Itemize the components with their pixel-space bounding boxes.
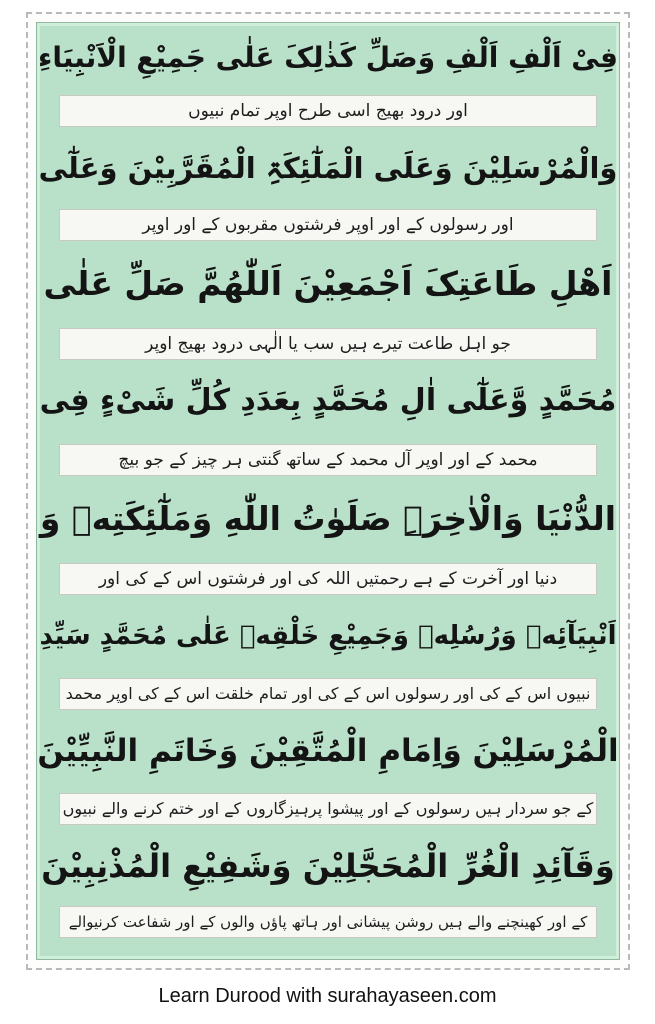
urdu-translation-line-4: محمد کے اور اوپر آل محمد کے ساتھ گنتی ہر چیز کے جو بیچ bbox=[59, 444, 597, 476]
durood-text-panel bbox=[36, 22, 620, 960]
urdu-translation-line-7: کے جو سردار ہیں رسولوں کے اور پیشوا پرہیزگاروں کے اور ختم کرنے والے نبیوں bbox=[59, 793, 597, 825]
urdu-translation-line-2: اور رسولوں کے اور اوپر فرشتوں مقربوں کے اور اوپر bbox=[59, 209, 597, 241]
urdu-translation-line-5: دنیا اور آخرت کے ہے رحمتیں اللہ کی اور فرشتوں اس کے کی اور bbox=[59, 563, 597, 595]
urdu-translation-line-1: اور درود بھیج اسی طرح اوپر تمام نبیوں bbox=[59, 95, 597, 127]
arabic-line-4: مُحَمَّدٍ وَّعَلٰٓی اٰلِ مُحَمَّدٍ بِعَدَدِ کُلِّ شَیْءٍ فِی bbox=[39, 383, 617, 418]
urdu-translation-line-8: کے اور کھینچنے والے ہیں روشن پیشانی اور ہاتھ پاؤں والوں کے اور شفاعت کرنیوالے bbox=[59, 906, 597, 938]
urdu-translation-line-3: جو اہل طاعت تیرے ہیں سب یا الٰہی درود بھیج اوپر bbox=[59, 328, 597, 360]
arabic-line-8: وَقَآئِدِ الْغُرِّ الْمُحَجَّلِیْنَ وَشَفِیْعِ الْمُذْنِبِیْنَ bbox=[41, 847, 615, 885]
arabic-line-7: الْمُرْسَلِیْنَ وَاِمَامِ الْمُتَّقِیْنَ وَخَاتَمِ النَّبِیِّیْنَ bbox=[37, 733, 619, 769]
arabic-line-5: الدُّنْیَا وَالْاٰخِرَۃِ صَلَوٰتُ اللّٰهِ وَمَلٰٓئِکَتِهٖ وَ bbox=[39, 499, 617, 538]
urdu-translation-line-6: نبیوں اس کے کی اور رسولوں اس کے کی اور تمام خلقت اس کے کی اوپر محمد bbox=[59, 678, 597, 710]
arabic-line-1: فِیْ اَلْفِ اَلْفِ وَصَلِّ کَذٰلِکَ عَلٰی جَمِیْعِ الْاَنْبِیَاءِ bbox=[38, 41, 618, 74]
arabic-line-2: وَالْمُرْسَلِیْنَ وَعَلَی الْمَلٰٓئِکَۃِ الْمُقَرَّبِیْنَ وَعَلٰٓی bbox=[38, 151, 618, 185]
arabic-line-6: اَنْبِیَآئِهٖ وَرُسُلِهٖ وَجَمِیْعِ خَلْقِهٖ عَلٰی مُحَمَّدٍ سَیِّدِ bbox=[39, 621, 617, 651]
caption-text: Learn Durood with surahayaseen.com bbox=[158, 985, 497, 1007]
arabic-line-3: اَهْلِ طَاعَتِکَ اَجْمَعِیْنَ اَللّٰهُمَّ صَلِّ عَلٰی bbox=[43, 264, 613, 303]
